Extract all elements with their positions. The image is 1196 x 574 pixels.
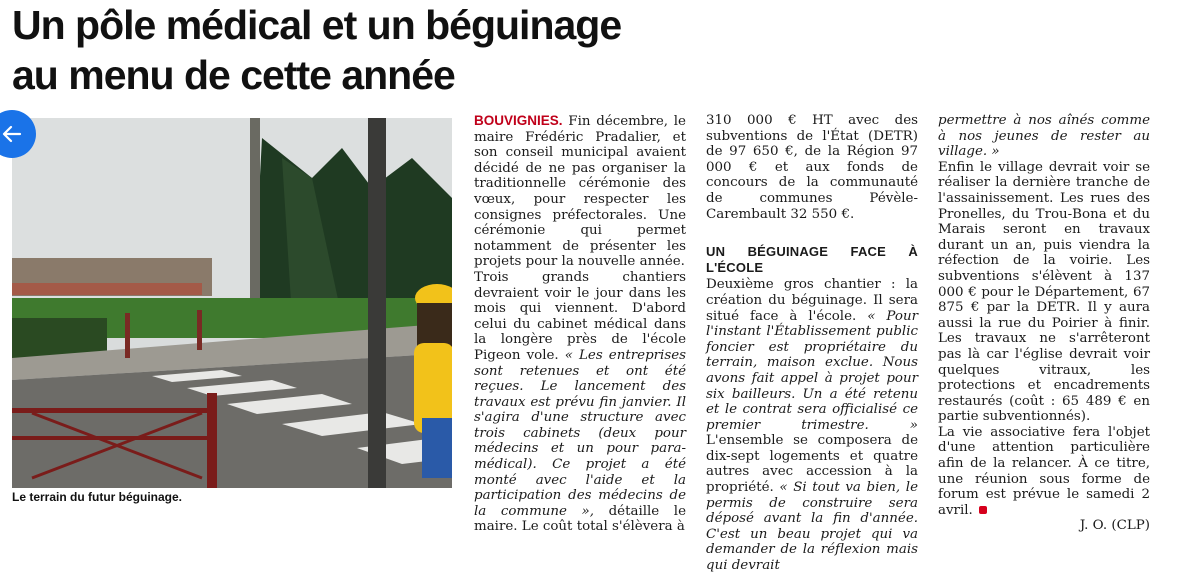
paragraph-subsidies: 310 000 € HT avec des subventions de l'État (DETR) de 97 650 €, de la Région 97 000 € et aux fonds de concours de la communauté de communes Pévèle-Carembault 32 550 €. xyxy=(706,113,918,222)
arrow-left-icon xyxy=(1,123,23,145)
paragraph-quote-end xyxy=(938,113,1150,160)
article-column-2 xyxy=(706,113,918,574)
mayor-quote: « Les entreprises sont retenues et ont été reçues. Le lancement des travaux est prévu fin janvier. Il s'agira d'une structure avec trois cabinets (deux pour médecins et un pour para-médical). Ce projet a été monté avec l'aide et la participation des médecins de la commune », xyxy=(474,347,686,519)
paragraph-chantiers xyxy=(474,270,686,535)
paragraph-intro xyxy=(474,113,686,270)
quote-end: permettre à nos aînés comme à nos jeunes de rester au village. » xyxy=(938,113,1150,160)
paragraph-beguinage xyxy=(706,277,918,573)
permis-quote: « Si tout va bien, le permis de construire sera déposé avant la fin d'année. C'est un beau projet qui va demander de la réflexion mais qui devrait xyxy=(706,480,918,574)
photo-caption: Le terrain du futur béguinage. xyxy=(12,490,183,504)
paragraph-associative xyxy=(938,425,1150,519)
signature: J. O. (CLP) xyxy=(1079,518,1150,534)
article-column-1 xyxy=(474,113,686,535)
headline-line-1: Un pôle médical et un béguinage xyxy=(12,2,622,48)
dateline: BOUVIGNIES. xyxy=(474,113,563,128)
end-mark-icon xyxy=(979,506,987,514)
article-photo xyxy=(12,118,452,488)
paragraph-assainissement: Enfin le village devrait voir se réaliser la dernière tranche de l'assainissement. Les rues des Pronelles, du Trou-Bona et du Marais seront en travaux durant un an, puis viendra la réfection de la voirie. Les subventions s'élèvent à 137 000 € pour le Département, 67 875 € par la DETR. Il y aura aussi la rue du Poirier à finir. Les travaux ne s'arrêteront pas là car l'église devrait voir quelques vitraux, les protections et encadrements restaurés (coût : 65 489 € en partie subventionnés). xyxy=(938,159,1150,425)
chantiers-text: Trois grands chantiers devraient voir le jour dans les mois qui viennent. D'abord celui du cabinet médical dans la longère près de l'école Pigeon vole. xyxy=(474,269,686,363)
article-column-3 xyxy=(938,113,1150,534)
beguinage-quote: « Pour l'instant l'Établissement public foncier est propriétaire du terrain, maison exclue. Nous avons fait appel à projet pour six bailleurs. Un a été retenu et le contrat sera officialisé ce premier trimestre. » xyxy=(706,308,918,433)
headline xyxy=(12,0,712,100)
intro-text: Fin décembre, le maire Frédéric Pradalier, et son conseil municipal avaient décidé de ne pas organiser la traditionnelle cérémonie des vœux, pour respecter les consignes préfectorales. Une cérémonie qui permet notamment de présenter les projets pour la nouvelle année. xyxy=(474,114,686,270)
section-subhead: UN BÉGUINAGE FACE À L'ÉCOLE xyxy=(706,244,918,275)
photo-illustration xyxy=(12,118,452,488)
associative-text: La vie associative fera l'objet d'une attention particulière afin de la relancer. À ce titre, une réunion sous forme de forum est prévue le samedi 2 avril. xyxy=(938,424,1150,518)
beguinage-text: Deuxième gros chantier : la création du béguinage. Il sera situé face à l'école. xyxy=(706,277,918,324)
cost-text: détaille le maire. Le coût total s'élèvera à xyxy=(474,503,686,535)
headline-line-2: au menu de cette année xyxy=(12,52,455,98)
logements-text: L'ensemble se composera de dix-sept logements et quatre autres avec accession à la propriété. xyxy=(706,433,918,496)
